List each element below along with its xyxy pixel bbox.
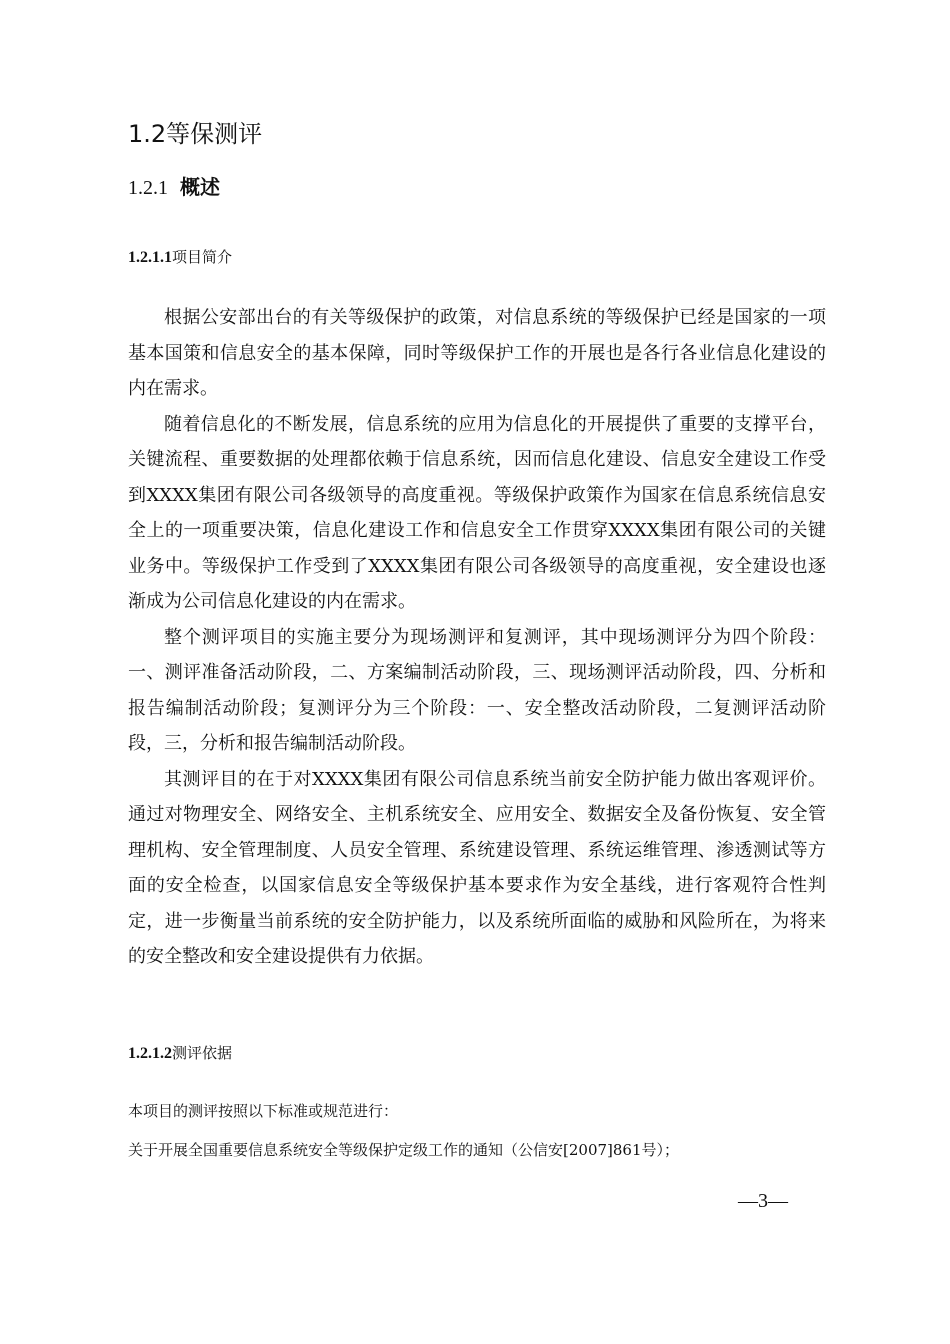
subsection-number: 1.2.1	[128, 177, 168, 199]
paragraph: 其测评目的在于对XXXX集团有限公司信息系统当前安全防护能力做出客观评价。通过对物理安全、网络安全、主机系统安全、应用安全、数据安全及备份恢复、安全管理机构、安全管理制度、人员安全管理、系统建设管理、系统运维管理、渗透测试等方面的安全检查，以国家信息安全等级保护基本要求作为安全基线，进行客观符合性判定，进一步衡量当前系统的安全防护能力，以及系统所面临的威胁和风险所在，为将来的安全整改和安全建设提供有力依据。	[128, 768, 826, 967]
section-heading: 1.2等保测评	[128, 120, 263, 148]
subsection-title: 概述	[180, 175, 220, 199]
basis-title: 测评依据	[172, 1044, 233, 1062]
basis-item: 关于开展全国重要信息系统安全等级保护定级工作的通知（公信安[2007]861号）；	[128, 1141, 680, 1159]
basis-number: 1.2.1.2	[128, 1045, 172, 1062]
basis-intro: 本项目的测评按照以下标准或规范进行：	[128, 1102, 399, 1120]
page-number: —3—	[738, 1190, 788, 1212]
project-intro-heading	[128, 245, 232, 270]
paragraph: 根据公安部出台的有关等级保护的政策，对信息系统的等级保护已经是国家的一项基本国策和信息安全的基本保障，同时等级保护工作的开展也是各行各业信息化建设的内在需求。	[128, 307, 826, 399]
project-intro-title: 项目简介	[172, 248, 233, 266]
project-intro-number: 1.2.1.1	[128, 249, 172, 266]
basis-heading	[128, 1041, 232, 1066]
paragraph: 整个测评项目的实施主要分为现场测评和复测评，其中现场测评分为四个阶段：一、测评准备活动阶段，二、方案编制活动阶段，三、现场测评活动阶段，四、分析和报告编制活动阶段；复测评分为三个阶段：一、安全整改活动阶段，二复测评活动阶段，三，分析和报告编制活动阶段。	[128, 626, 826, 754]
project-intro-body	[128, 300, 826, 975]
subsection-heading	[128, 172, 220, 203]
paragraph: 随着信息化的不断发展，信息系统的应用为信息化的开展提供了重要的支撑平台，关键流程、重要数据的处理都依赖于信息系统，因而信息化建设、信息安全建设工作受到XXXX集团有限公司各级领导的高度重视。等级保护政策作为国家在信息系统信息安全上的一项重要决策，信息化建设工作和信息安全工作贯穿XXXX集团有限公司的关键业务中。等级保护工作受到了XXXX集团有限公司各级领导的高度重视，安全建设也逐渐成为公司信息化建设的内在需求。	[128, 413, 826, 612]
